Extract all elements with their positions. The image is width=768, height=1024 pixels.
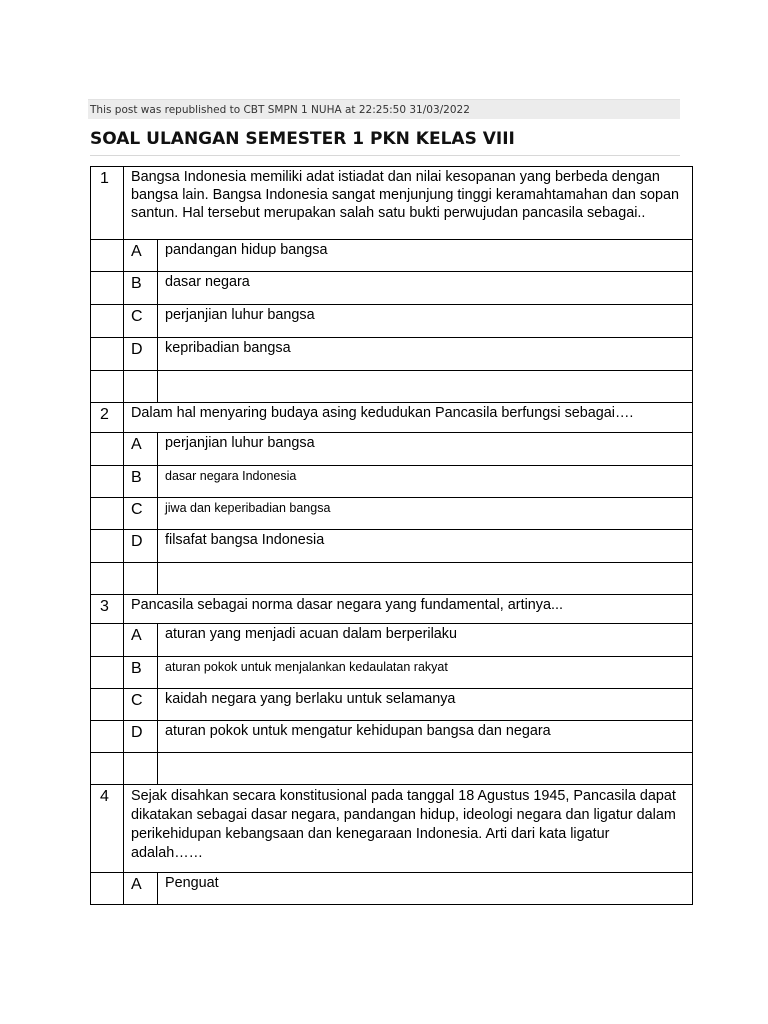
option-text: kaidah negara yang berlaku untuk selamanya	[158, 689, 693, 721]
empty-cell	[91, 371, 124, 403]
option-row[interactable]	[91, 433, 693, 466]
option-letter: D	[124, 530, 158, 563]
empty-cell	[124, 753, 158, 785]
option-text: Penguat	[158, 873, 693, 905]
option-text: perjanjian luhur bangsa	[158, 305, 693, 338]
empty-cell	[124, 371, 158, 403]
option-row[interactable]	[91, 530, 693, 563]
question-text: Pancasila sebagai norma dasar negara yang fundamental, artinya...	[124, 595, 693, 624]
question-row	[91, 595, 693, 624]
empty-cell	[91, 563, 124, 595]
option-letter: C	[124, 305, 158, 338]
question-text: Bangsa Indonesia memiliki adat istiadat dan nilai kesopanan yang berbeda dengan bangsa lain. Bangsa Indonesia sangat menjunjung tinggi keramahtamahan dan sopan santun. Hal tersebut merupakan salah satu bukti perwujudan pancasila sebagai..	[124, 167, 693, 240]
question-text: Dalam hal menyaring budaya asing kedudukan Pancasila berfungsi sebagai….	[124, 403, 693, 433]
option-text: kepribadian bangsa	[158, 338, 693, 371]
option-spacer	[91, 272, 124, 305]
option-row[interactable]	[91, 466, 693, 498]
empty-cell	[158, 753, 693, 785]
option-letter: B	[124, 466, 158, 498]
option-spacer	[91, 498, 124, 530]
spacer-row	[91, 371, 693, 403]
question-number: 1	[91, 167, 124, 240]
option-letter: A	[124, 624, 158, 657]
option-letter: B	[124, 657, 158, 689]
option-letter: A	[124, 873, 158, 905]
option-text: filsafat bangsa Indonesia	[158, 530, 693, 563]
option-text: aturan pokok untuk mengatur kehidupan bangsa dan negara	[158, 721, 693, 753]
option-row[interactable]	[91, 305, 693, 338]
option-spacer	[91, 873, 124, 905]
option-spacer	[91, 657, 124, 689]
question-number: 2	[91, 403, 124, 433]
option-letter: C	[124, 498, 158, 530]
option-text: jiwa dan keperibadian bangsa	[158, 498, 693, 530]
option-spacer	[91, 466, 124, 498]
option-spacer	[91, 689, 124, 721]
option-row[interactable]	[91, 240, 693, 272]
option-text: dasar negara	[158, 272, 693, 305]
option-text: aturan pokok untuk menjalankan kedaulatan rakyat	[158, 657, 693, 689]
question-number: 3	[91, 595, 124, 624]
option-row[interactable]	[91, 721, 693, 753]
question-row	[91, 403, 693, 433]
question-number: 4	[91, 785, 124, 873]
option-spacer	[91, 338, 124, 371]
option-letter: A	[124, 433, 158, 466]
republish-notice: This post was republished to CBT SMPN 1 NUHA at 22:25:50 31/03/2022	[88, 99, 680, 119]
option-spacer	[91, 305, 124, 338]
spacer-row	[91, 753, 693, 785]
question-text: Sejak disahkan secara konstitusional pada tanggal 18 Agustus 1945, Pancasila dapat dikatakan sebagai dasar negara, pandangan hidup, ideologi negara dan ligatur dalam perikehidupan kebangsaan dan kenegaraan Indonesia. Arti dari kata ligatur adalah……	[124, 785, 693, 873]
page-title: SOAL ULANGAN SEMESTER 1 PKN KELAS VIII	[90, 126, 680, 156]
option-text: aturan yang menjadi acuan dalam berperilaku	[158, 624, 693, 657]
option-spacer	[91, 240, 124, 272]
empty-cell	[158, 563, 693, 595]
option-row[interactable]	[91, 338, 693, 371]
option-row[interactable]	[91, 689, 693, 721]
option-letter: A	[124, 240, 158, 272]
option-row[interactable]	[91, 873, 693, 905]
question-row	[91, 785, 693, 873]
empty-cell	[158, 371, 693, 403]
option-spacer	[91, 433, 124, 466]
option-letter: B	[124, 272, 158, 305]
option-row[interactable]	[91, 498, 693, 530]
empty-cell	[124, 563, 158, 595]
question-row	[91, 167, 693, 240]
option-spacer	[91, 721, 124, 753]
question-table	[90, 166, 693, 905]
empty-cell	[91, 753, 124, 785]
option-text: perjanjian luhur bangsa	[158, 433, 693, 466]
spacer-row	[91, 563, 693, 595]
option-row[interactable]	[91, 624, 693, 657]
option-spacer	[91, 530, 124, 563]
option-text: dasar negara Indonesia	[158, 466, 693, 498]
option-letter: D	[124, 721, 158, 753]
option-spacer	[91, 624, 124, 657]
option-letter: D	[124, 338, 158, 371]
option-letter: C	[124, 689, 158, 721]
option-row[interactable]	[91, 272, 693, 305]
option-row[interactable]	[91, 657, 693, 689]
option-text: pandangan hidup bangsa	[158, 240, 693, 272]
